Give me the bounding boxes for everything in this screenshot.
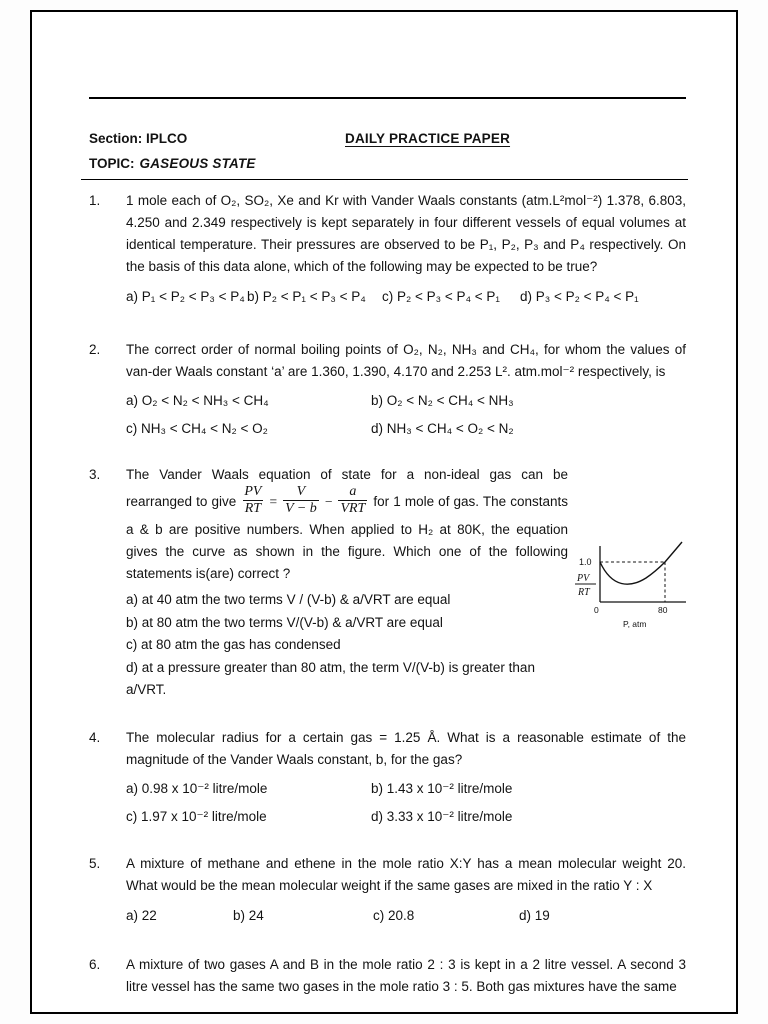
q1-option-b: b) P₂ < P₁ < P₃ < P₄ [247, 289, 366, 304]
q3-text-before: The Vander Waals equation of state for a non-ideal gas can be rearranged to give [126, 467, 568, 510]
question-2 [89, 339, 686, 441]
y-axis-frac-den: RT [578, 587, 590, 598]
question-5-text: A mixture of methane and ethene in the mole ratio X:Y has a mean molecular weight 20. What would be the mean molecular weight if the same gases are mixed in the ratio Y : X [126, 855, 686, 893]
top-rule [89, 97, 686, 99]
question-1 [89, 190, 686, 309]
q3-option-a: a) at 40 atm the two terms V / (V-b) & a/VRT are equal [126, 592, 451, 607]
q3-option-c: c) at 80 atm the gas has condensed [126, 637, 341, 652]
q2-option-d: d) NH₃ < CH₄ < O₂ < N₂ [371, 421, 514, 436]
y-axis-frac-num: PV [577, 573, 590, 584]
q5-option-a: a) 22 [126, 907, 157, 923]
question-3-text [126, 464, 568, 585]
q5-option-d: d) 19 [519, 907, 550, 923]
origin-label: 0 [594, 605, 599, 615]
q2-option-b: b) O₂ < N₂ < CH₄ < NH₃ [371, 393, 514, 408]
vdw-equation [240, 484, 369, 516]
q4-option-b: b) 1.43 x 10⁻² litre/mole [371, 780, 513, 796]
eq-frac-a-vrt [338, 484, 367, 517]
q5-option-b: b) 24 [233, 907, 264, 923]
question-4-options [126, 776, 686, 829]
question-3-options [126, 589, 568, 702]
question-2-options [126, 388, 686, 441]
topic-value: GASEOUS STATE [139, 156, 256, 171]
q4-option-a: a) 0.98 x 10⁻² litre/mole [126, 780, 268, 796]
q3-option-b: b) at 80 atm the two terms V/(V-b) & a/VRT are equal [126, 614, 443, 630]
header-row [89, 131, 686, 149]
q3-text-after: for 1 mole of gas. The constants a & b are positive numbers. When applied to H₂ at 80K, the equation gives the curve as shown in the figure. Which one of the following statements is(are) correct ? [126, 494, 568, 581]
eq-pv: PV [244, 484, 262, 499]
eq-frac-pv-rt [242, 484, 263, 517]
topic-label: TOPIC: [89, 156, 135, 171]
question-5-options [126, 903, 686, 928]
q5-option-c: c) 20.8 [373, 907, 415, 923]
page-content [32, 97, 736, 998]
question-1-options [126, 284, 686, 309]
question-2-number: 2. [89, 342, 101, 357]
question-5 [89, 853, 686, 928]
question-4 [89, 727, 686, 829]
q2-option-a: a) O₂ < N₂ < NH₃ < CH₄ [126, 393, 269, 408]
page-title: DAILY PRACTICE PAPER [345, 131, 511, 146]
eq-minus: − [324, 494, 333, 510]
eq-vrt: VRT [340, 501, 366, 516]
q4-option-d: d) 3.33 x 10⁻² litre/mole [371, 808, 513, 824]
question-6-number: 6. [89, 956, 101, 972]
question-1-text: 1 mole each of O₂, SO₂, Xe and Kr with Vander Waals constants (atm.L²mol⁻²) 1.378, 6.803, 4.250 and 2.349 respectively is kept separately in four different vessels of equal volumes at identical temperature. Their pressures are observed to be P₁, P₂, P₃ and P₄ respectively. On the basis of this data alone, which of the following may be expected to be true? [126, 193, 686, 274]
figure-container [568, 464, 690, 702]
eq-v: V [296, 484, 306, 499]
eq-a: a [349, 484, 357, 499]
question-3 [89, 464, 686, 702]
header-divider-rule [81, 179, 688, 180]
q3-option-d: d) at a pressure greater than 80 atm, the term V/(V-b) is greater than a/VRT. [126, 659, 535, 697]
q1-option-c: c) P₂ < P₃ < P₄ < P₁ [382, 289, 500, 304]
pv-rt-figure [568, 538, 690, 632]
q1-option-d: d) P₃ < P₂ < P₄ < P₁ [520, 289, 639, 304]
eq-equals: = [269, 494, 278, 510]
eq-rt: RT [244, 501, 262, 516]
q1-option-a: a) P₁ < P₂ < P₃ < P₄ [126, 289, 245, 304]
question-3-number: 3. [89, 467, 101, 482]
question-4-number: 4. [89, 729, 101, 745]
question-5-number: 5. [89, 855, 101, 871]
eq-v-minus-b: V − b [285, 501, 317, 516]
topic-row [89, 156, 686, 171]
question-1-number: 1. [89, 193, 101, 208]
x-tick-80-label: 80 [658, 605, 668, 615]
question-2-text: The correct order of normal boiling points of O₂, N₂, NH₃ and CH₄, for whom the values of van-der Waals constant ‘a’ are 1.360, 1.390, 4.170 and 2.253 L². atm.mol⁻² respectively, is [126, 342, 686, 379]
question-6-text: A mixture of two gases A and B in the mole ratio 2 : 3 is kept in a 2 litre vessel. A second 3 litre vessel has the same two gases in the mole ratio 3 : 5. Both gas mixtures have the same [126, 956, 686, 994]
question-6 [89, 954, 686, 998]
x-axis-label: P, atm [623, 619, 647, 629]
eq-frac-v-vb [283, 484, 319, 517]
page-border-frame [30, 10, 738, 1014]
section-label: Section: IPLCO [89, 131, 188, 146]
y-value-label: 1.0 [579, 557, 592, 567]
question-4-text: The molecular radius for a certain gas = 1.25 Å. What is a reasonable estimate of the magnitude of the Vander Waals constant, b, for the gas? [126, 729, 686, 767]
pv-rt-curve [600, 542, 682, 584]
q4-option-c: c) 1.97 x 10⁻² litre/mole [126, 808, 267, 824]
q2-option-c: c) NH₃ < CH₄ < N₂ < O₂ [126, 421, 268, 436]
